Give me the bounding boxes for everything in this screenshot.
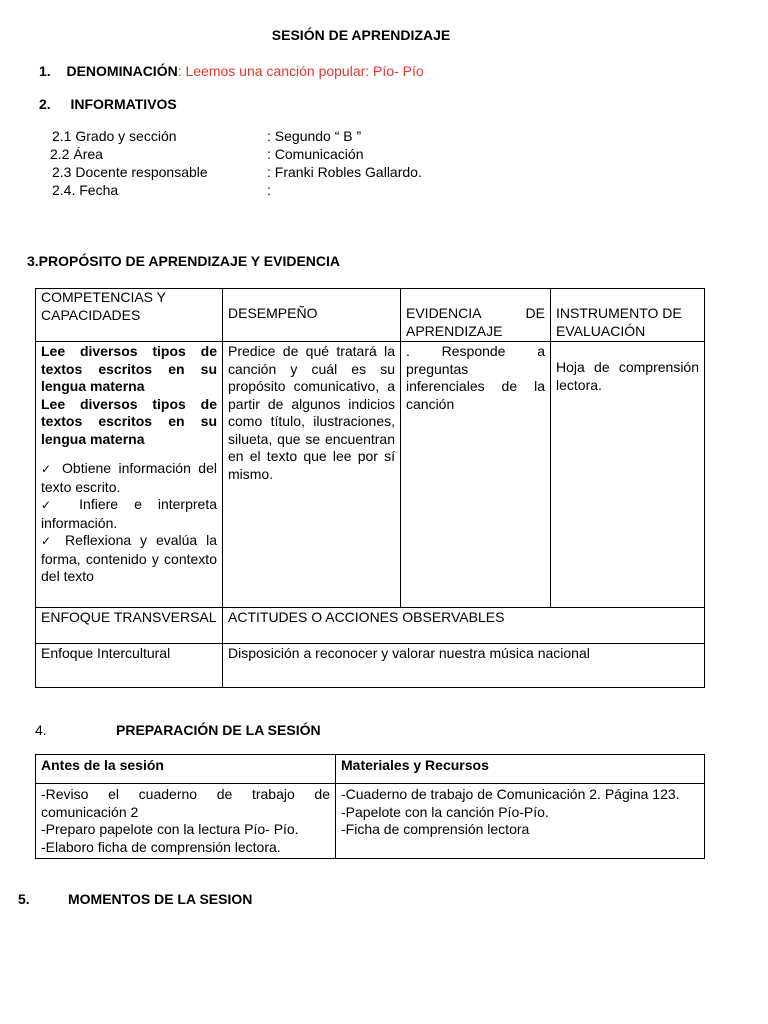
enfoque-value: Enfoque Intercultural (36, 644, 223, 688)
competencia-text: Lee diversos tipos de textos escritos en su lengua materna (41, 343, 217, 394)
capacidad-text: Reflexiona y evalúa la forma, contenido y contexto del texto (41, 532, 217, 584)
competencia-text: Lee diversos tipos de textos escritos en su lengua materna (41, 395, 217, 447)
info-label: 2.2 Área (50, 146, 103, 162)
table-row (36, 342, 705, 608)
list-item: -Preparo papelote con la lectura Pío- Pío. (41, 821, 299, 837)
check-icon: ✓ (41, 534, 57, 548)
denominacion-separator: : (177, 63, 182, 79)
table-row (36, 784, 705, 859)
header-materiales: Materiales y Recursos (336, 755, 705, 784)
competencias-cell (36, 342, 223, 608)
list-item (41, 532, 217, 586)
section-number: 2. (39, 96, 51, 112)
info-label: 2.1 Grado y sección (52, 128, 177, 144)
section-preparacion: PREPARACIÓN DE LA SESIÓN (116, 722, 321, 738)
list-item (41, 496, 217, 532)
table-header-row (36, 289, 705, 342)
materiales-cell (336, 784, 705, 859)
list-item: -Elaboro ficha de comprensión lectora. (41, 838, 281, 855)
check-icon: ✓ (41, 498, 64, 512)
info-value: : Segundo “ B ” (267, 128, 362, 144)
proposito-table (35, 288, 705, 688)
capacidad-text: Infiere e interpreta información. (41, 496, 218, 531)
table-row (36, 608, 705, 644)
section-label: INFORMATIVOS (70, 96, 177, 112)
info-label: 2.3 Docente responsable (52, 164, 208, 180)
header-antes: Antes de la sesión (36, 755, 336, 784)
info-value: : Comunicación (267, 146, 364, 162)
denominacion-value: Leemos una canción popular: Pío- Pío (181, 63, 424, 79)
section-number: 1. (39, 63, 51, 79)
list-item (41, 460, 217, 496)
evidencia-cell: . Responde a preguntas inferenciales de la canción (401, 342, 551, 608)
info-row-docente (52, 164, 422, 180)
header-competencias: COMPETENCIAS Y CAPACIDADES (36, 289, 223, 342)
actitudes-value: Disposición a reconocer y valorar nuestra música nacional (223, 644, 705, 688)
enfoque-header: ENFOQUE TRANSVERSAL (36, 608, 223, 644)
preparacion-table (35, 754, 705, 859)
table-header-row (36, 755, 705, 784)
section-number: 4. (35, 722, 47, 738)
section-momentos: MOMENTOS DE LA SESION (68, 891, 253, 907)
section-label: DENOMINACIÓN (66, 63, 178, 79)
capacidades-list (41, 460, 217, 586)
header-instrumento: INSTRUMENTO DE EVALUACIÓN (551, 289, 705, 342)
document-title: SESIÓN DE APRENDIZAJE (271, 27, 451, 43)
antes-cell (36, 784, 336, 859)
list-item: -Ficha de comprensión lectora (341, 821, 530, 837)
info-value: : (267, 182, 271, 198)
section-denominacion (39, 63, 424, 79)
capacidad-text: Obtiene información del texto escrito. (41, 460, 217, 495)
section-proposito: 3.PROPÓSITO DE APRENDIZAJE Y EVIDENCIA (27, 253, 341, 269)
desempeno-cell: Predice de qué tratará la canción y cuál es su propósito comunicativo, a partir de algunos indicios como título, ilustraciones, silueta, que se encuentran en el texto que lee por sí mismo. (223, 342, 401, 608)
list-item: -Papelote con la canción Pío-Pío. (341, 803, 549, 820)
list-item: -Reviso el cuaderno de trabajo de comunicación 2 (41, 786, 330, 820)
check-icon: ✓ (41, 462, 55, 476)
info-label: 2.4. Fecha (52, 182, 119, 198)
instrumento-cell: Hoja de comprensión lectora. (551, 342, 705, 608)
table-row (36, 644, 705, 688)
header-evidencia: EVIDENCIA DE APRENDIZAJE (401, 289, 551, 342)
info-row-area (50, 146, 364, 162)
section-number: 5. (18, 891, 30, 907)
info-row-grado (52, 128, 362, 144)
actitudes-header: ACTITUDES O ACCIONES OBSERVABLES (223, 608, 705, 644)
info-row-fecha (52, 182, 271, 198)
section-informativos (39, 96, 177, 112)
list-item: -Cuaderno de trabajo de Comunicación 2. Página 123. (341, 786, 680, 802)
header-desempeno: DESEMPEÑO (223, 289, 401, 342)
info-value: : Franki Robles Gallardo. (267, 164, 422, 180)
